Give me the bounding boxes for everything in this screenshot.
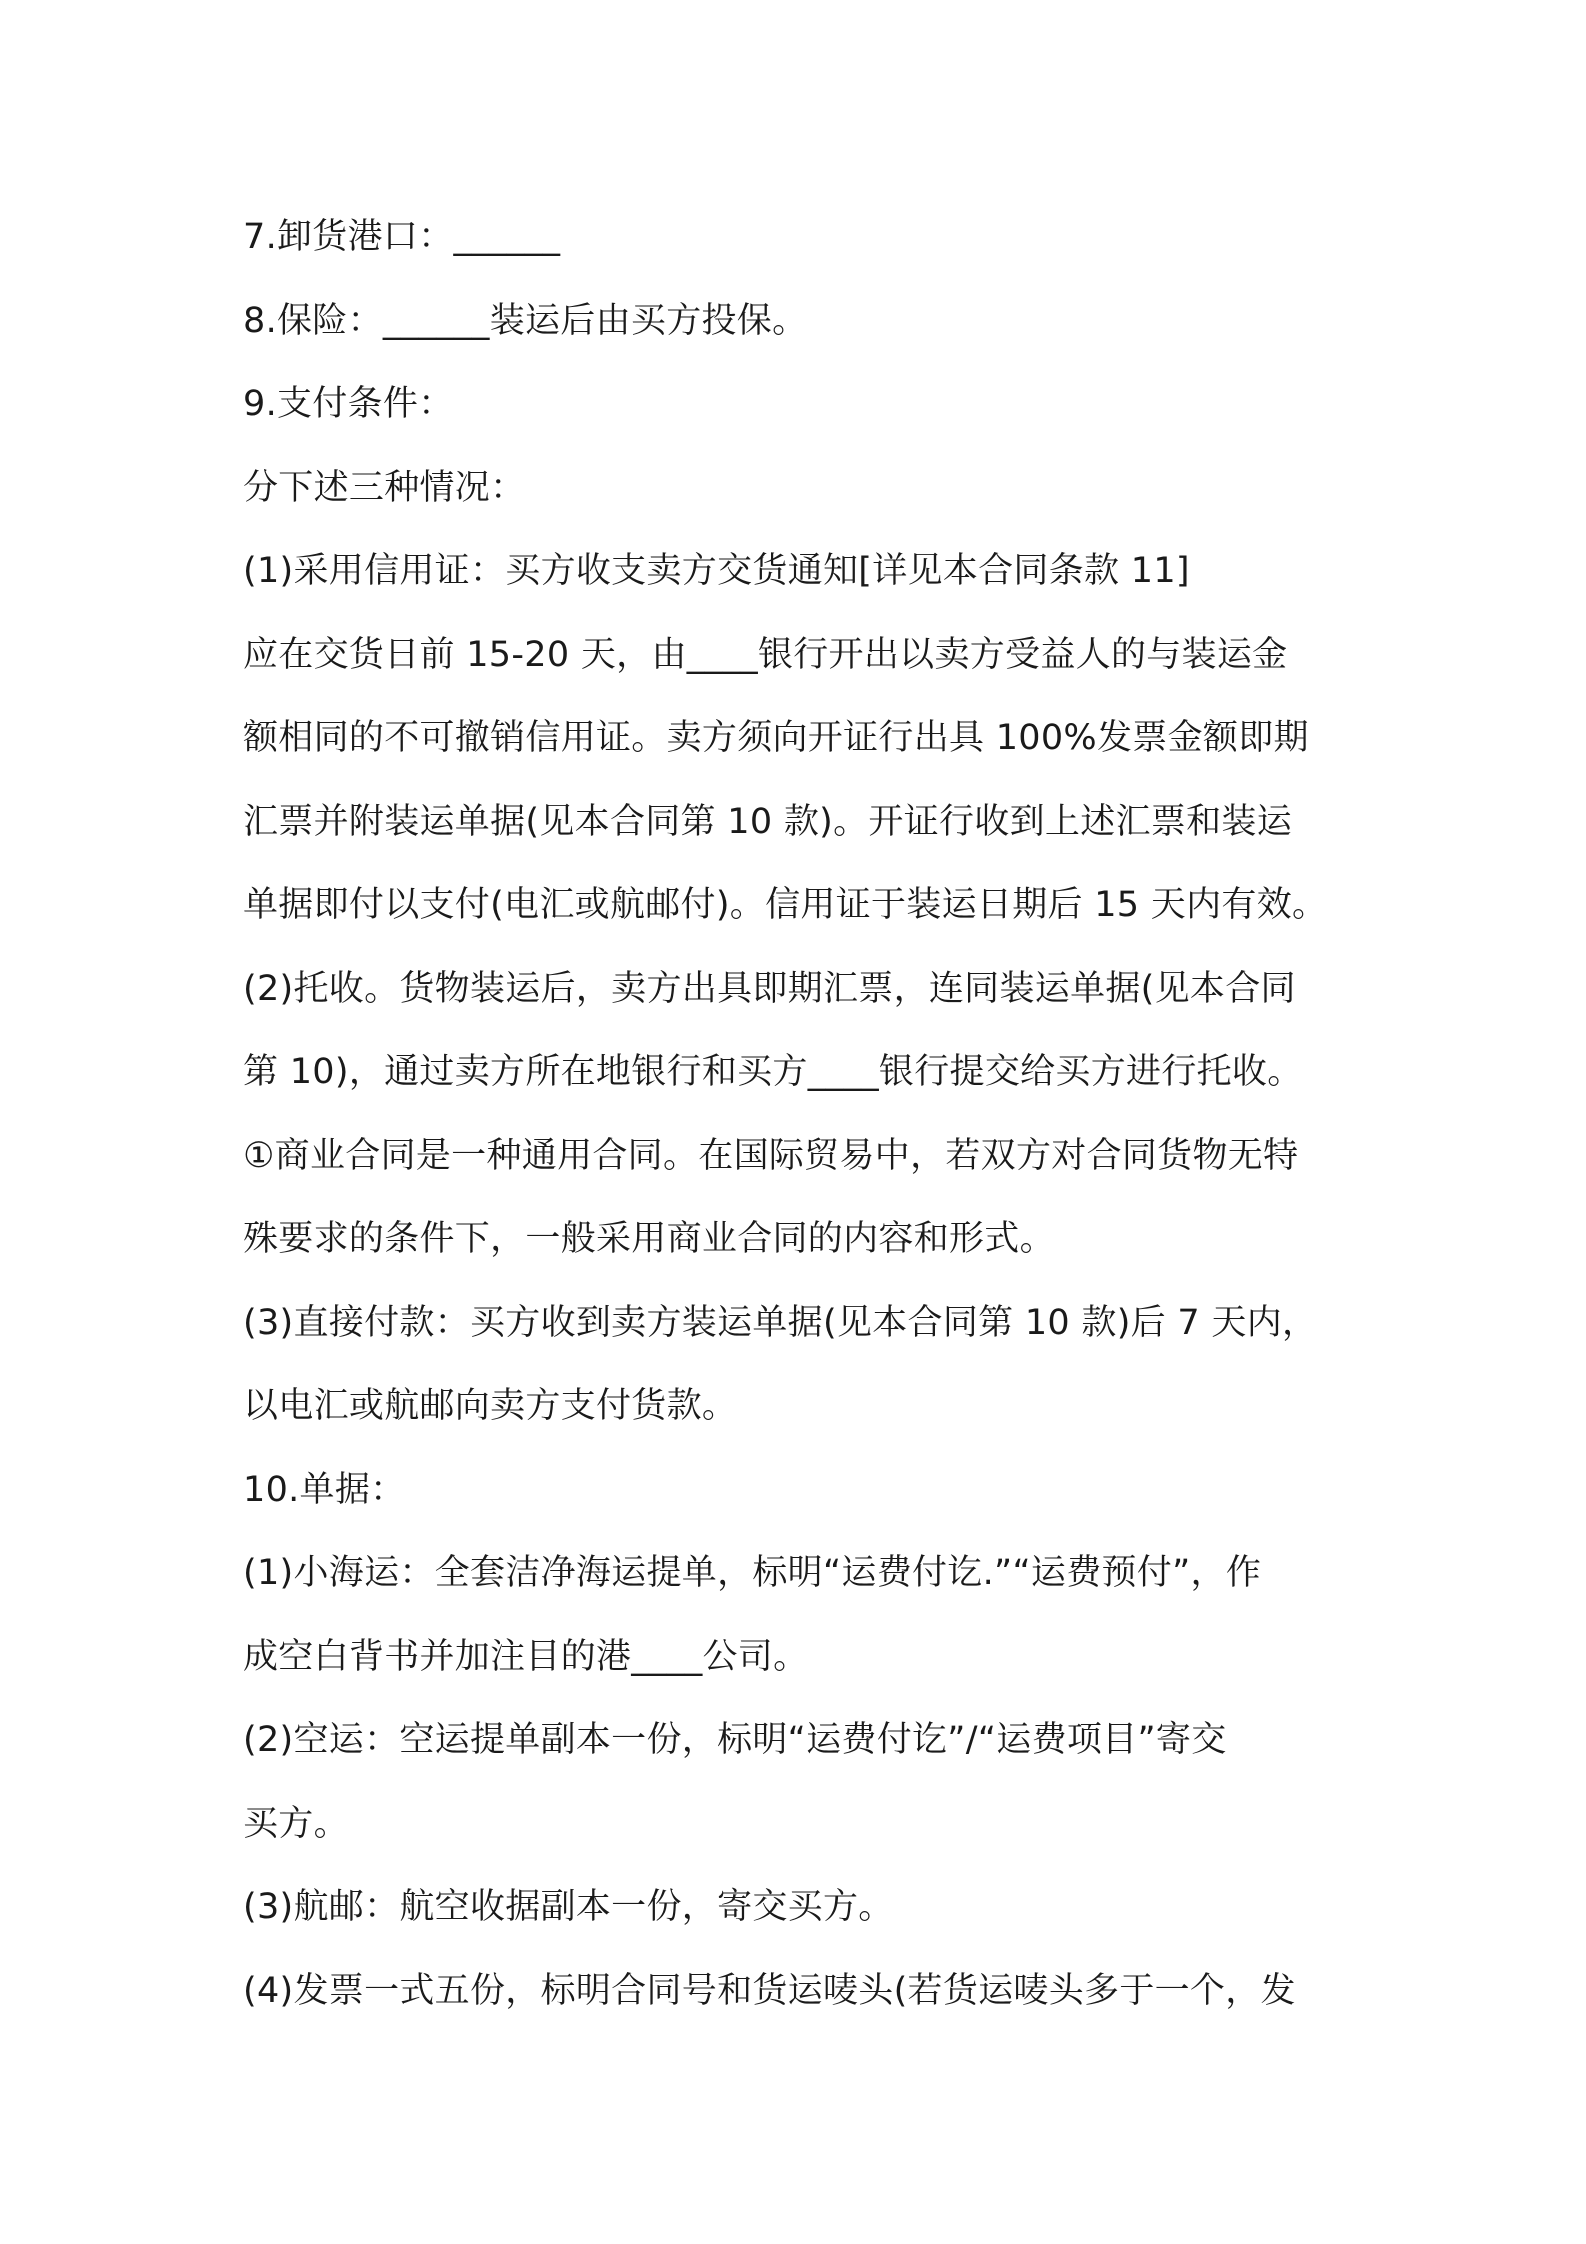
payment-direct-line-2: 以电汇或航邮向卖方支付货款。 bbox=[243, 1386, 738, 1426]
commercial-contract-note-line-2: 殊要求的条件下，一般采用商业合同的内容和形式。 bbox=[243, 1219, 1055, 1259]
commercial-contract-note-line-1: ①商业合同是一种通用合同。在国际贸易中，若双方对合同货物无特 bbox=[243, 1135, 1299, 1176]
payment-lc-line-4: 汇票并附装运单据(见本合同第 10 款)。开证行收到上述汇票和装运 bbox=[243, 801, 1292, 842]
payment-cases-intro: 分下述三种情况： bbox=[243, 467, 526, 508]
documents-air-line-1: (2)空运：空运提单副本一份，标明“运费付讫”/“运费项目”寄交 bbox=[243, 1720, 1227, 1760]
clause-7-discharge-port: 7.卸货港口：______ bbox=[243, 217, 561, 257]
payment-collection-line-2: 第 10)，通过卖方所在地银行和买方____银行提交给买方进行托收。 bbox=[243, 1052, 1303, 1092]
clause-10-documents-heading: 10.单据： bbox=[243, 1469, 406, 1510]
payment-lc-line-1: (1)采用信用证：买方收支卖方交货通知[详见本合同条款 11] bbox=[243, 551, 1190, 591]
documents-ocean-line-2: 成空白背书并加注目的港____公司。 bbox=[243, 1636, 809, 1677]
documents-ocean-line-1: (1)小海运：全套洁净海运提单，标明“运费付讫.”“运费预付”，作 bbox=[243, 1553, 1262, 1593]
payment-lc-line-3: 额相同的不可撤销信用证。卖方须向开证行出具 100%发票金额即期 bbox=[243, 718, 1309, 758]
clause-8-insurance: 8.保险：______装运后由买方投保。 bbox=[243, 300, 808, 341]
documents-airmail: (3)航邮：航空收据副本一份，寄交买方。 bbox=[243, 1887, 894, 1927]
payment-lc-line-2: 应在交货日前 15-20 天，由____银行开出以卖方受益人的与装运金 bbox=[243, 634, 1288, 675]
document-body bbox=[243, 196, 1363, 2033]
payment-lc-line-5: 单据即付以支付(电汇或航邮付)。信用证于装运日期后 15 天内有效。 bbox=[243, 885, 1328, 925]
documents-air-line-2: 买方。 bbox=[243, 1803, 349, 1844]
payment-direct-line-1: (3)直接付款：买方收到卖方装运单据(见本合同第 10 款)后 7 天内， bbox=[243, 1302, 1318, 1343]
clause-9-payment-heading: 9.支付条件： bbox=[243, 384, 454, 424]
payment-collection-line-1: (2)托收。货物装运后，卖方出具即期汇票，连同装运单据(见本合同 bbox=[243, 968, 1296, 1009]
documents-invoice-line-1: (4)发票一式五份，标明合同号和货运唛头(若货运唛头多于一个，发 bbox=[243, 1970, 1296, 2011]
